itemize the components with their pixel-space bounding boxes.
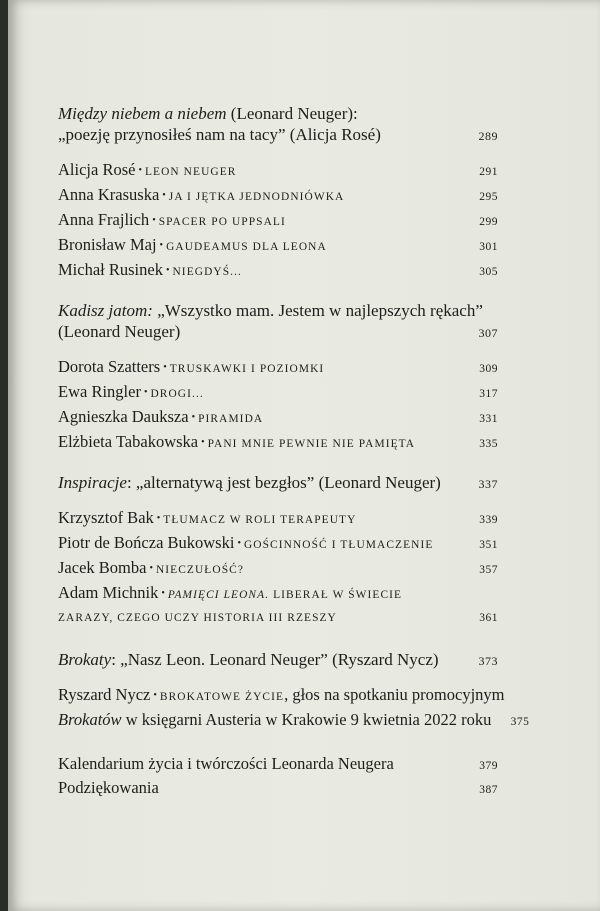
page-number: 379 [479,760,498,772]
toc-entry-michnik-cont [58,607,498,629]
page-number: 301 [479,241,498,253]
section-miedzy-niebem [58,103,498,284]
page-number: 291 [479,166,498,178]
toc-entry-kalendarium [58,753,498,777]
entry-italic: Brokatów [58,710,122,729]
entry-author: Jacek Bomba [58,558,147,577]
toc-entry [58,234,498,259]
section-brokaty [58,649,530,733]
entry-author: Adam Michnik [58,583,159,602]
entry-author: Anna Krasuska [58,185,160,204]
section-closing [58,753,498,801]
page-number: 307 [478,326,498,340]
entry-title: GOŚCINNOŚĆ I TŁUMACZENIE [243,539,434,551]
separator-dot: • [163,362,167,373]
section-title-rest: (Leonard Neuger) [58,322,181,341]
entry-title: PANI MNIE PEWNIE NIE PAMIĘTA [207,438,416,450]
page-number: 361 [479,612,498,624]
entry-text: Kalendarium życia i twórczości Leonarda Neugera [58,754,394,773]
section-header-line [58,103,498,124]
section-header-line [58,300,498,321]
page-number: 305 [479,266,498,278]
entry-title-italic: PAMIĘCI LEONA. [167,589,270,601]
separator-dot: • [152,215,156,226]
page-number: 373 [478,654,498,668]
entry-author: Elżbieta Tabakowska [58,432,199,451]
page-number: 387 [479,784,498,796]
toc-entry [58,159,498,184]
entry-title: NIEGDYŚ... [172,266,243,278]
page-number: 337 [478,477,498,491]
separator-dot: • [149,563,153,574]
section-header-line [58,472,498,495]
toc-entry-nycz-cont [58,709,530,733]
toc-entry-michnik [58,582,498,607]
section-title-rest: : „alternatywą jest bezgłos” (Leonard Neuger) [126,473,441,492]
entry-author: Krzysztof Bak [58,508,154,527]
entry-author: Dorota Szatters [58,357,161,376]
page-number: 309 [479,363,498,375]
section-kadisz-jatom [58,300,498,456]
toc-entry [58,259,498,284]
entry-title: TŁUMACZ W ROLI TERAPEUTY [163,514,357,526]
toc-entry [58,431,498,456]
toc-entry [58,356,498,381]
separator-dot: • [143,387,148,398]
page-number: 375 [510,716,530,728]
section-title-rest: „Wszystko mam. Jestem w najlepszych rękach” [152,301,483,320]
table-of-contents [58,103,530,801]
entry-author: Michał Rusinek [58,260,163,279]
toc-entry [58,507,498,532]
section-title-italic: Brokaty [58,650,112,669]
page-number: 295 [479,191,498,203]
entry-title: GAUDEAMUS DLA LEONA [166,241,327,253]
toc-entry [58,532,498,557]
entry-author: Agnieszka Dauksza [58,407,189,426]
entry-title-cont: ZARAZY, CZEGO UCZY HISTORIA III RZESZY [58,612,337,624]
page-number: 339 [479,514,498,526]
section-title-italic: Kadisz jatom: [58,301,153,320]
page-number: 357 [479,564,498,576]
section-title-rest: (Leonard Neuger): [226,104,358,123]
toc-entry [58,184,498,209]
section-inspiracje [58,472,498,629]
page-number: 351 [479,539,498,551]
entry-title: JA I JĘTKA JEDNODNIÓWKA [168,191,345,203]
separator-dot: • [201,437,205,448]
separator-dot: • [138,165,142,176]
section-title-italic: Między niebem a niebem [58,104,227,123]
section-title-italic: Inspiracje [58,473,127,492]
page-number: 299 [479,216,498,228]
entry-author: Ewa Ringler [58,382,141,401]
section-header-line [58,321,498,344]
page-number: 335 [479,438,498,450]
entry-text: Podziękowania [58,778,159,797]
separator-dot: • [156,513,161,524]
page-number: 289 [478,129,498,143]
entry-author: Alicja Rosé [58,160,136,179]
entry-author: Anna Frajlich [58,210,150,229]
separator-dot: • [165,265,170,276]
section-header-line [58,124,498,147]
entry-title: LEON NEUGER [144,166,237,178]
entry-title: TRUSKAWKI I POZIOMKI [169,363,325,375]
separator-dot: • [159,240,164,251]
entry-title: SPACER PO UPPSALI [158,216,286,228]
separator-dot: • [162,190,166,201]
page-number: 331 [479,413,498,425]
entry-title-rest: , głos na spotkaniu promocyjnym [284,685,505,704]
entry-author: Piotr de Bończa Bukowski [58,533,235,552]
separator-dot: • [153,690,157,701]
toc-entry [58,209,498,234]
separator-dot: • [161,588,165,599]
book-page [8,0,600,911]
separator-dot: • [237,538,241,549]
entry-author: Ryszard Nycz [58,685,151,704]
separator-dot: • [191,412,196,423]
entry-title: DROGI... [150,388,204,400]
entry-title: LIBERAŁ W ŚWIECIE [269,589,403,601]
entry-rest: w księgarni Austeria w Krakowie 9 kwietnia 2022 roku [121,710,492,729]
section-header-line [58,649,498,672]
entry-title: BROKATOWE ŻYCIE [159,691,285,703]
entry-author: Bronisław Maj [58,235,157,254]
section-title-rest: „poezję przynosiłeś nam na tacy” (Alicja Rosé) [58,125,381,144]
toc-entry-nycz [58,684,505,709]
entry-title: PIRAMIDA [198,413,264,425]
page-number: 317 [479,388,498,400]
section-title-rest: : „Nasz Leon. Leonard Neuger” (Ryszard Nycz) [111,650,439,669]
entry-title: NIECZUŁOŚĆ? [155,564,244,576]
toc-entry-podziekowania [58,777,498,801]
toc-entry [58,406,498,431]
toc-entry [58,381,498,406]
toc-entry [58,557,498,582]
